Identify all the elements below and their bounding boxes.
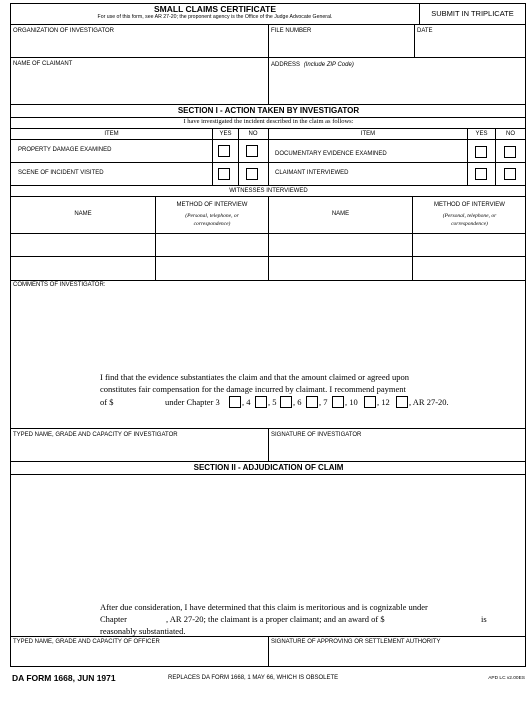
chapter-7-label: , 7 [319,397,328,407]
method-note-line-1: (Personal, telephone, or [185,213,239,219]
divider [467,128,468,185]
item-header-right: ITEM [360,131,376,137]
chapter-10-checkbox[interactable] [364,396,376,408]
claimant-interviewed-no-checkbox[interactable] [504,168,516,180]
chapter-6-checkbox[interactable] [306,396,318,408]
chapter-12-checkbox[interactable] [396,396,408,408]
divider [10,185,526,186]
adjudication-line-3: reasonably substantiated. [100,626,186,636]
divider [10,104,526,105]
divider [495,128,496,185]
section-1-intro: I have investigated the incident described in the claim as follows: [183,118,354,125]
item-scene-visited: SCENE OF INCIDENT VISITED [18,170,104,176]
witness-name-header-right: NAME [331,211,350,217]
investigator-name-field[interactable] [11,440,267,460]
witness-3-method-field[interactable] [156,257,267,279]
witness-method-note-left [156,212,268,228]
section-1-title: SECTION I - ACTION TAKEN BY INVESTIGATOR [177,106,360,115]
no-header-right: NO [506,131,515,137]
divider [10,474,526,475]
adjudication-field[interactable] [11,476,525,596]
submit-note: SUBMIT IN TRIPLICATE [431,9,514,18]
divider [238,128,239,185]
item-header-left: ITEM [104,131,119,137]
chapter-7-checkbox[interactable] [332,396,344,408]
finding-chapter-label: under Chapter 3 [165,397,220,407]
authority-signature-label: SIGNATURE OF APPROVING OR SETTLEMENT AUTHORITY [271,639,441,645]
item-property-damage: PROPERTY DAMAGE EXAMINED [18,147,112,153]
yes-header-left: YES [219,131,232,137]
divider [10,461,526,462]
scene-visited-no-checkbox[interactable] [246,168,258,180]
date-field[interactable] [415,35,525,56]
organization-label: ORGANIZATION OF INVESTIGATOR [13,28,115,34]
chapter-6-label: , 6 [293,397,302,407]
divider [268,128,269,185]
award-amount-field[interactable] [418,612,476,624]
documentary-evidence-no-checkbox[interactable] [504,146,516,158]
divider [10,280,526,281]
witness-2-method-field[interactable] [413,234,525,256]
adjudication-is-label: is [481,614,487,624]
documentary-evidence-yes-checkbox[interactable] [475,146,487,158]
property-damage-no-checkbox[interactable] [246,145,258,157]
method-note-line-2: correspondence) [193,221,231,227]
witness-method-header-left: METHOD OF INTERVIEW [176,202,248,208]
chapter-ar-label: , AR 27-20. [409,397,449,407]
finding-line-2: constitutes fair compensation for the damage incurred by claimant. I recommend payment [100,384,406,394]
file-number-field[interactable] [269,35,413,56]
form-subtitle: For use of this form, see AR 27-20; the proponent agency is the Office of the Judge Advocate General. [97,14,333,20]
witness-method-note-right [413,212,526,228]
chapter-10-label: , 10 [345,397,358,407]
divider [10,162,526,163]
witness-name-header-left: NAME [74,211,92,217]
officer-name-field[interactable] [11,647,267,666]
witness-3-name-field[interactable] [11,257,154,279]
section-2-title: SECTION II - ADJUDICATION OF CLAIM [193,463,344,472]
investigator-name-label: TYPED NAME, GRADE AND CAPACITY OF INVESTIGATOR [13,432,178,438]
version-note: APD LC v2.00ES [488,676,525,681]
item-claimant-interviewed: CLAIMANT INTERVIEWED [275,170,349,176]
claimant-interviewed-yes-checkbox[interactable] [475,168,487,180]
chapter-3-checkbox[interactable] [229,396,241,408]
witness-method-header-right: METHOD OF INTERVIEW [434,202,505,208]
date-label: DATE [417,28,433,34]
authority-signature-field[interactable] [269,647,525,666]
investigator-signature-label: SIGNATURE OF INVESTIGATOR [271,432,362,438]
divider [212,128,213,185]
form-id: DA FORM 1668, JUN 1971 [12,673,116,683]
comments-label: COMMENTS OF INVESTIGATOR: [13,282,106,288]
payment-amount-field[interactable] [118,395,162,407]
witness-4-name-field[interactable] [269,257,411,279]
adjudication-line-1: After due consideration, I have determined that this claim is meritorious and is cognizable under [100,602,428,612]
scene-visited-yes-checkbox[interactable] [218,168,230,180]
witness-2-name-field[interactable] [269,234,411,256]
witness-1-method-field[interactable] [156,234,267,256]
chapter-4-label: , 4 [242,397,251,407]
file-number-label: FILE NUMBER [271,28,312,34]
form-title: SMALL CLAIMS CERTIFICATE [154,4,276,14]
yes-header-right: YES [475,131,488,137]
address-label-note: (Include ZIP Code) [303,62,354,68]
property-damage-yes-checkbox[interactable] [218,145,230,157]
finding-of-label: of $ [100,397,114,407]
officer-name-label: TYPED NAME, GRADE AND CAPACITY OF OFFICER [13,639,160,645]
chapter-12-label: , 12 [377,397,390,407]
chapter-5-label: , 5 [268,397,277,407]
organization-field[interactable] [11,35,267,56]
no-header-left: NO [248,131,258,137]
address-label-text: ADDRESS [271,62,301,68]
witness-4-method-field[interactable] [413,257,525,279]
witnesses-title: WITNESSES INTERVIEWED [229,188,308,194]
chapter-4-checkbox[interactable] [255,396,267,408]
comments-field[interactable] [11,291,525,367]
replaces-note: REPLACES DA FORM 1668, 1 MAY 66, WHICH IS OBSOLETE [168,675,339,681]
address-label [271,62,354,69]
method-note-line-1: (Personal, telephone, or [442,213,497,219]
claimant-label: NAME OF CLAIMANT [13,61,73,67]
claimant-field[interactable] [11,70,267,103]
adjudication-line-2: , AR 27-20; the claimant is a proper claimant; and an award of $ [166,614,385,624]
adjudication-chapter-label: Chapter [100,614,127,624]
investigator-signature-field[interactable] [269,440,525,460]
chapter-5-checkbox[interactable] [280,396,292,408]
item-documentary-evidence: DOCUMENTARY EVIDENCE EXAMINED [275,151,387,157]
address-field[interactable] [269,70,525,103]
finding-line-1: I find that the evidence substantiates the claim and that the amount claimed or agreed upon [100,372,409,382]
witness-1-name-field[interactable] [11,234,154,256]
adjudication-chapter-field[interactable] [132,612,166,624]
method-note-line-2: correspondence) [451,221,488,227]
